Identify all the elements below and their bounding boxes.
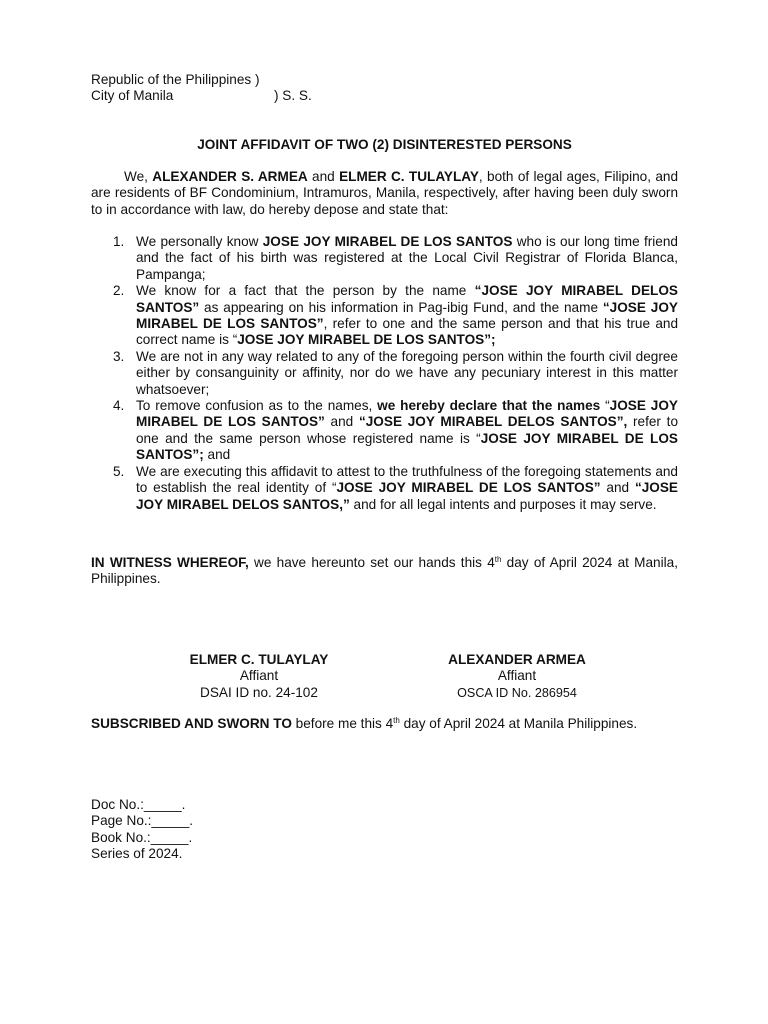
signatory-role: Affiant (497, 668, 537, 684)
notary-doc-no: Doc No.:_____. (91, 797, 186, 812)
statement-bold-text: we hereby declare that the names (377, 398, 601, 414)
witness-after-day: day of April 2024 at Manila, Philippines. (91, 555, 678, 587)
statement-item (91, 283, 678, 349)
jurat-paragraph (91, 716, 678, 732)
numbered-statements (91, 234, 678, 513)
witness-lead: IN WITNESS WHEREOF, (91, 555, 249, 570)
statement-text: “ (600, 398, 610, 414)
statement-bold-text: “JOSE JOY MIRABEL DELOS SANTOS”, (358, 414, 628, 430)
venue-block (91, 72, 678, 105)
statement-bold-text: “JOSE JOY MIRABEL DE LOS SANTOS” (136, 299, 678, 332)
venue-city-row (91, 88, 678, 104)
intro-rest: , both of legal ages, Filipino, and are residents of BF Condominium, Intramuros, Manila, respectively, after having been duly sworn to in accordance with law, do hereby depose and state that: (91, 169, 679, 217)
signatory-id: DSAI ID no. 24-102 (200, 684, 318, 700)
venue-republic: Republic of the Philippines ) (91, 72, 260, 87)
statement-item (91, 398, 678, 464)
statement-text: To remove confusion as to the names, (136, 398, 378, 414)
statement-number: 4. (113, 398, 125, 414)
statement-bold-text: JOSE JOY MIRABEL DE LOS SANTOS” (136, 398, 678, 430)
statement-text: as appearing on his information in Pag-ibig Fund, and the name (199, 299, 603, 315)
jurat-day-suffix: th (393, 716, 400, 725)
statement-number: 1. (113, 234, 125, 249)
statement-text: We are not in any way related to any of the foregoing person within the fourth civil degree either by consanguinity or affinity, nor do we have any pecuniary interest in this matter whatsoever; (136, 348, 678, 397)
statement-list (91, 234, 678, 513)
statement-text: who is our long time friend and the fact of his birth was registered at the Local Civil Registrar of Florida Blanca, Pampanga; (136, 234, 678, 282)
intro-paragraph (91, 169, 678, 218)
jurat-lead: SUBSCRIBED AND SWORN TO (91, 716, 292, 731)
statement-bold-text: JOSE JOY MIRABEL DE LOS SANTOS (262, 234, 513, 249)
intro-affiant-1: ALEXANDER S. ARMEA (152, 169, 308, 184)
signatory-role: Affiant (239, 668, 279, 684)
statement-bold-text: “JOSE JOY MIRABEL DELOS SANTOS,” (136, 480, 679, 512)
statement-text: We are executing this affidavit to attest to the truthfulness of the foregoing statements and to establish the real identity of “ (136, 463, 678, 496)
statement-bold-text: JOSE JOY MIRABEL DE LOS SANTOS”; (136, 430, 678, 463)
statement-item (91, 234, 678, 283)
statement-text: We know for a fact that the person by the name (136, 283, 475, 299)
venue-ss: ) S. S. (274, 88, 312, 104)
statement-bold-text: JOSE JOY MIRABEL DE LOS SANTOS”; (237, 332, 496, 348)
witness-day-suffix: th (494, 555, 502, 564)
venue-city: City of Manila (91, 88, 174, 104)
intro-and: and (307, 169, 340, 184)
statement-text: and (600, 480, 635, 496)
statement-text: and (203, 447, 231, 463)
signature-block-tulaylay (159, 652, 359, 701)
statement-bold-text: “JOSE JOY MIRABEL DELOS SANTOS” (136, 283, 678, 315)
notary-page-no: Page No.:_____. (91, 813, 194, 829)
signatory-name: ALEXANDER ARMEA (448, 652, 586, 667)
jurat-before-day: before me this 4 (291, 716, 394, 731)
statement-bold-text: JOSE JOY MIRABEL DE LOS SANTOS” (336, 480, 601, 496)
document-title: JOINT AFFIDAVIT OF TWO (2) DISINTERESTED PERSONS (197, 137, 572, 152)
witness-paragraph (91, 555, 678, 588)
intro-affiant-2: ELMER C. TULAYLAY (339, 169, 479, 184)
statement-text: refer to one and the same person whose registered name is “ (136, 414, 679, 446)
statement-text: , refer to one and the same person and that his true and correct name is “ (136, 316, 679, 348)
statement-text: and (324, 414, 359, 430)
jurat-after-day: day of April 2024 at Manila Philippines. (399, 716, 638, 731)
signatory-name: ELMER C. TULAYLAY (189, 652, 329, 667)
statement-item (91, 349, 678, 398)
signatory-id: OSCA ID No. 286954 (457, 685, 577, 700)
notary-block (91, 797, 678, 863)
statement-text: and for all legal intents and purposes it may serve. (349, 496, 657, 512)
statement-item (91, 464, 678, 513)
witness-before-day: we have hereunto set our hands this 4 (248, 555, 495, 570)
signature-block-armea (417, 652, 617, 701)
statement-text: We personally know (136, 234, 263, 249)
statement-number: 5. (113, 463, 125, 479)
notary-series: Series of 2024. (91, 846, 183, 862)
statement-number: 2. (113, 283, 125, 299)
intro-we: We, (124, 169, 153, 184)
notary-book-no: Book No.:_____. (91, 829, 193, 845)
statement-number: 3. (113, 348, 125, 364)
